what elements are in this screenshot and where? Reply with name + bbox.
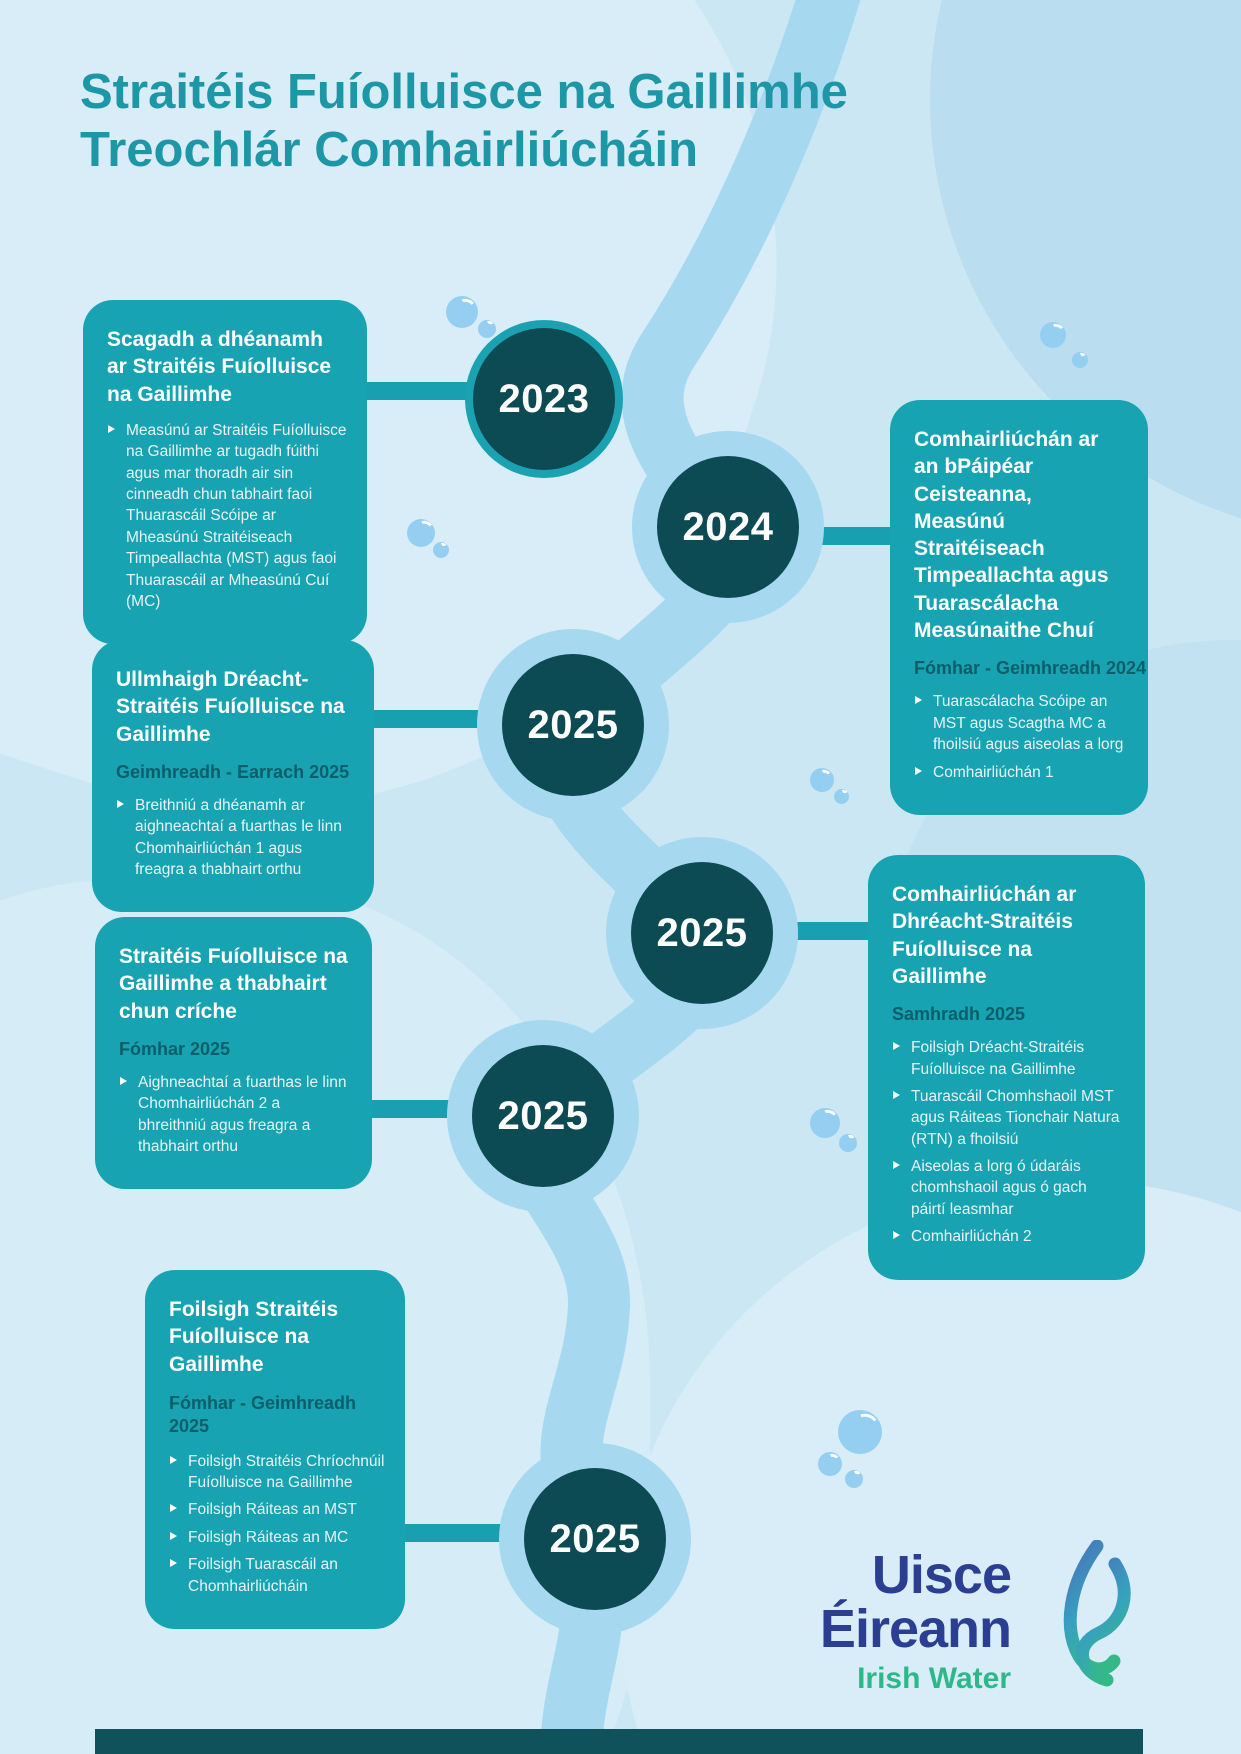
year-label: 2025 <box>502 654 644 796</box>
bullet-arrow-icon <box>170 1456 177 1464</box>
milestone-box-1 <box>83 300 367 644</box>
milestone-box-6 <box>145 1270 405 1629</box>
year-circle-2025-b <box>606 837 798 1029</box>
bubble-icon <box>478 320 496 338</box>
bubble-icon <box>407 519 435 547</box>
milestone-heading: Ullmhaigh Dréacht-Straitéis Fuíolluisce na Gaillimhe <box>116 668 345 746</box>
bullet-item: Tuarascáil Chomhshaoil MST agus Ráiteas Tionchair Natura (RTN) a fhoilsiú <box>892 1086 1125 1150</box>
bullet-arrow-icon <box>170 1532 177 1540</box>
bubble-icon <box>810 768 834 792</box>
bullet-item: Breithniú a dhéanamh ar aighneachtaí a fuarthas le linn Chomhairliúchán 1 agus freagra a thabhairt orthu <box>116 795 354 881</box>
bubble-icon <box>446 296 478 328</box>
year-circle-2024 <box>632 431 824 623</box>
bubble-icon <box>834 789 849 804</box>
milestone-bullets <box>119 1072 352 1158</box>
milestone-bullets <box>169 1451 385 1597</box>
milestone-heading: Comhairliúchán ar an bPáipéar Ceisteanna, Measúnú Straitéiseach Timpeallachta agus Tuarascálacha Measúnaithe Chuí <box>914 428 1109 643</box>
milestone-bullets <box>892 1037 1125 1247</box>
bubble-icon <box>845 1470 863 1488</box>
bullet-item: Foilsigh Straitéis Chríochnúil Fuíolluisce na Gaillimhe <box>169 1451 385 1494</box>
bubble-icon <box>1040 322 1066 348</box>
bubble-icon <box>838 1410 882 1454</box>
milestone-date: Fómhar - Geimhreadh 2025 <box>169 1392 357 1437</box>
milestone-bullets <box>914 691 1128 783</box>
year-circle-2025-a <box>477 629 669 821</box>
bullet-arrow-icon <box>117 800 124 808</box>
logo-wordmark: Uisce Éireann <box>819 1545 1011 1659</box>
year-label: 2025 <box>631 862 773 1004</box>
bubble-icon <box>433 542 449 558</box>
milestone-bullets <box>116 795 354 881</box>
milestone-heading: Foilsigh Straitéis Fuíolluisce na Gaillimhe <box>169 1298 339 1376</box>
year-label: 2025 <box>524 1468 666 1610</box>
year-label: 2025 <box>472 1045 614 1187</box>
year-circle-2025-c <box>447 1020 639 1212</box>
bubble-icon <box>1072 352 1088 368</box>
bullet-arrow-icon <box>893 1231 900 1239</box>
milestone-box-3 <box>92 640 374 912</box>
bullet-arrow-icon <box>108 425 115 433</box>
milestone-bullets <box>107 420 347 612</box>
milestone-box-4 <box>868 855 1145 1280</box>
year-label: 2024 <box>657 456 799 598</box>
timeline-connector <box>350 382 482 400</box>
bullet-item: Measúnú ar Straitéis Fuíolluisce na Gaillimhe ar tugadh fúithi agus mar thoradh air sin cinneadh chun tabhairt faoi Thuarascáil Scóipe ar Mheasúnú Straitéiseach Timpeallachta (MST) agus faoi Thuarascáil ar Mheasúnú Cuí (MC) <box>107 420 347 612</box>
bullet-arrow-icon <box>893 1161 900 1169</box>
bubble-icon <box>818 1452 842 1476</box>
bullet-arrow-icon <box>915 696 922 704</box>
bullet-item: Foilsigh Tuarascáil an Chomhairliúcháin <box>169 1554 385 1597</box>
year-circle-2023 <box>465 320 623 478</box>
bullet-item: Foilsigh Ráiteas an MC <box>169 1527 385 1548</box>
milestone-date: Fómhar 2025 <box>119 1038 231 1059</box>
bullet-arrow-icon <box>170 1559 177 1567</box>
milestone-box-5 <box>95 917 372 1189</box>
milestone-box-2 <box>890 400 1148 815</box>
bullet-arrow-icon <box>170 1504 177 1512</box>
bullet-arrow-icon <box>893 1042 900 1050</box>
title-line-1: Straitéis Fuíolluisce na Gaillimhe <box>80 65 848 119</box>
milestone-heading: Straitéis Fuíolluisce na Gaillimhe a thabhairt chun críche <box>119 945 348 1023</box>
milestone-date: Geimhreadh - Earrach 2025 <box>116 761 350 782</box>
milestone-date: Fómhar - Geimhreadh 2024 <box>914 658 1147 679</box>
bullet-arrow-icon <box>893 1091 900 1099</box>
milestone-date: Samhradh 2025 <box>892 1004 1026 1025</box>
bullet-item: Foilsigh Dréacht-Straitéis Fuíolluisce na Gaillimhe <box>892 1037 1125 1080</box>
title-line-2: Treochlár Comhairliúcháin <box>80 122 699 177</box>
bubble-icon <box>839 1134 857 1152</box>
bullet-item: Foilsigh Ráiteas an MST <box>169 1499 385 1520</box>
logo <box>756 1545 1011 1696</box>
page-title <box>80 64 848 180</box>
bullet-item: Aiseolas a lorg ó údaráis chomhshaoil agus ó gach páirtí leasmhar <box>892 1156 1125 1220</box>
footer-bar <box>95 1729 1143 1754</box>
year-circle-2025-d <box>499 1443 691 1635</box>
year-label: 2023 <box>473 328 615 470</box>
bullet-item: Comhairliúchán 1 <box>914 762 1128 783</box>
milestone-heading: Comhairliúchán ar Dhréacht-Straitéis Fuíolluisce na Gaillimhe <box>892 883 1077 988</box>
bullet-item: Aighneachtaí a fuarthas le linn Chomhairliúchán 2 a bhreithniú agus freagra a thabhairt orthu <box>119 1072 352 1158</box>
bubble-icon <box>810 1108 840 1138</box>
bullet-item: Tuarascálacha Scóipe an MST agus Scagtha MC a fhoilsiú agus aiseolas a lorg <box>914 691 1128 755</box>
bullet-arrow-icon <box>915 767 922 775</box>
logo-subtitle: Irish Water <box>857 1662 1011 1695</box>
bullet-item: Comhairliúchán 2 <box>892 1226 1125 1247</box>
logo-swirl-icon <box>1015 1540 1140 1700</box>
bullet-arrow-icon <box>120 1077 127 1085</box>
milestone-heading: Scagadh a dhéanamh ar Straitéis Fuíolluisce na Gaillimhe <box>107 328 332 406</box>
